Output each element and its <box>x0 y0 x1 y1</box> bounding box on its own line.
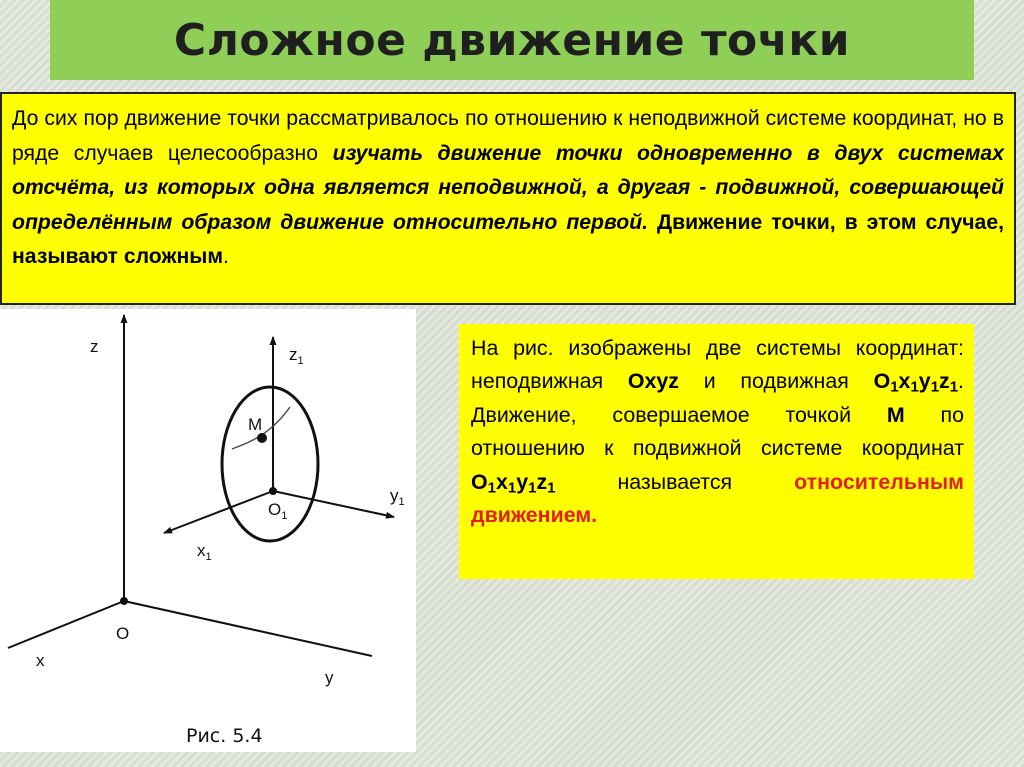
desc-sym-sub: 1 <box>487 479 496 497</box>
desc-sym-sub: 1 <box>528 479 537 497</box>
desc-point-m: M <box>886 402 905 427</box>
desc-sym-sub: 1 <box>910 379 919 397</box>
description-box <box>459 324 974 579</box>
axis-y1-line <box>273 491 394 517</box>
desc-sym-o: O <box>873 369 891 394</box>
desc-sym-sub: 1 <box>949 379 959 397</box>
desc-sym-y: y <box>918 369 931 394</box>
desc-text-2: и подвижная <box>679 369 874 394</box>
figure-panel <box>0 309 416 752</box>
desc-text-4: по отношению к подвижной системе координат <box>471 402 964 461</box>
intro-text-part1: До сих пор движение точки рассматривалось по отношению к неподвижной системе координат, но в ряде случаев целесообразно <box>12 107 1004 165</box>
label-x: x <box>36 651 45 670</box>
label-y1-sub: 1 <box>398 496 405 508</box>
desc-sym-sub: 1 <box>930 379 940 397</box>
intro-text-end: . <box>223 245 229 268</box>
axis-x-line <box>8 601 124 648</box>
axis-x1-line <box>164 491 273 533</box>
title-banner <box>50 0 974 80</box>
desc-sym-sub: 1 <box>890 379 899 397</box>
label-o1 <box>268 500 287 522</box>
label-o: O <box>116 624 130 643</box>
label-o1-sub: 1 <box>281 510 288 522</box>
desc-text-1: На рис. изображены две системы координат: неподвижная <box>471 336 964 394</box>
origin-o-dot <box>120 597 128 605</box>
desc-relative-motion: относительным движением. <box>471 469 964 528</box>
slide-title: Сложное движение точки <box>173 14 851 66</box>
desc-sym-x: x <box>495 469 508 494</box>
label-z1 <box>289 345 304 367</box>
desc-sym-sub: 1 <box>507 479 517 497</box>
label-z1-base: z <box>289 345 298 364</box>
coordinate-diagram <box>0 309 416 752</box>
label-x1 <box>197 541 212 563</box>
label-z1-sub: 1 <box>297 355 304 367</box>
desc-sym-y: y <box>516 469 529 494</box>
desc-oxyz: Oxyz <box>627 369 679 394</box>
intro-text-emphasis: изучать движение точки одновременно в двух системах отсчёта, из которых одна является неподвижной, а другая - подвижной, совершающей определённым образом движение относительно первой. <box>12 141 1004 234</box>
desc-sym-o: O <box>471 469 488 494</box>
axis-y-line <box>124 601 372 656</box>
label-y1 <box>390 486 405 508</box>
origin-o1-dot <box>269 487 277 495</box>
desc-moving-system-1 <box>873 369 959 397</box>
desc-sym-x: x <box>898 369 911 394</box>
desc-sym-z: z <box>939 369 950 394</box>
point-m-dot <box>257 433 267 443</box>
label-x1-sub: 1 <box>205 551 212 563</box>
desc-moving-system-2 <box>471 469 556 497</box>
description-paragraph <box>471 332 964 532</box>
desc-sym-z: z <box>536 469 548 494</box>
desc-text-3: . Движение, совершаемое точкой <box>471 369 964 427</box>
intro-paragraph <box>12 102 1004 275</box>
intro-text-bold: Движение точки, в этом случае, называют сложным <box>12 210 1004 268</box>
label-x1-base: x <box>197 541 206 560</box>
label-o1-base: O <box>268 500 282 519</box>
label-y1-base: y <box>390 486 399 505</box>
intro-box <box>0 92 1016 305</box>
desc-text-5: называется <box>555 469 795 494</box>
label-y: y <box>325 668 334 687</box>
label-z: z <box>90 337 99 356</box>
figure-caption: Рис. 5.4 <box>186 725 263 747</box>
desc-sym-sub: 1 <box>547 479 556 497</box>
label-m: M <box>248 415 263 434</box>
